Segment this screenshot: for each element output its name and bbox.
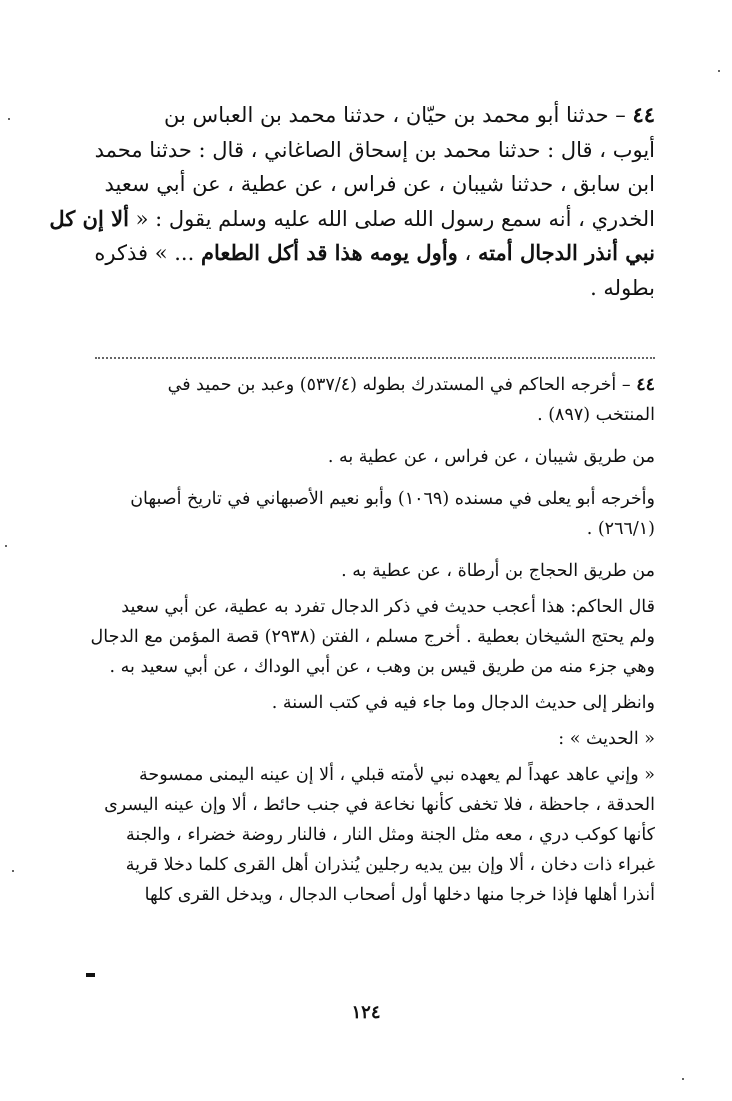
footnote-line: المنتخب (٨٩٧) . — [537, 405, 655, 425]
footnote-line: ٤٤ – أخرجه الحاكم في المستدرك بطوله (٥٣٧/٤) وعبد بن حميد في — [167, 375, 655, 395]
hadith-matn: وأول يومه هذا قد أكل الطعام — [200, 240, 458, 265]
hadith-line: بطوله . — [590, 275, 655, 300]
hadith-line: ٤٤ – حدثنا أبو محمد بن حيّان ، حدثنا محمد بن العباس بن — [164, 102, 655, 127]
footnote-line: « وإني عاهد عهداً لم يعهده نبي لأمته قبلي ، ألا إن عينه اليمنى ممسوحة — [139, 765, 655, 785]
footnote-number: ٤٤ — [636, 375, 655, 395]
footnote-line: من طريق شيبان ، عن فراس ، عن عطية به . — [327, 447, 655, 467]
scan-speck — [12, 870, 14, 872]
footnotes — [90, 370, 655, 910]
footnote-line: وأخرجه أبو يعلى في مسنده (١٠٦٩) وأبو نعيم الأصبهاني في تاريخ أصبهان — [130, 489, 655, 509]
footnote-line: وهي جزء منه من طريق قيس بن وهب ، عن أبي الوداك ، عن أبي سعيد به . — [109, 657, 655, 677]
scan-speck — [8, 118, 10, 120]
hadith-line: أيوب ، قال : حدثنا محمد بن إسحاق الصاغاني ، قال : حدثنا محمد — [94, 137, 655, 162]
footnote-line: الحدقة ، جاحظة ، فلا تخفى كأنها نخاعة في جنب حائط ، ألا وإن عينه اليسرى — [104, 795, 655, 815]
footnote-line: من طريق الحجاج بن أرطاة ، عن عطية به . — [341, 561, 655, 581]
scan-speck — [718, 70, 720, 72]
footnote-line: قال الحاكم: هذا أعجب حديث في ذكر الدجال تفرد به عطية، عن أبي سعيد — [121, 597, 655, 617]
hadith-number: ٤٤ — [632, 102, 655, 127]
footnote-line: كأنها كوكب دري ، معه مثل الجنة ومثل النار ، فالنار روضة خضراء ، والجنة — [125, 825, 655, 845]
hadith-line: ابن سابق ، حدثنا شيبان ، عن فراس ، عن عطية ، عن أبي سعيد — [104, 172, 655, 196]
footnote-line: (٢٦٦/١) . — [586, 519, 655, 539]
scan-speck — [682, 1078, 684, 1080]
hadith-line: الخدري ، أنه سمع رسول الله صلى الله عليه وسلم يقول : « ألا إن كل — [49, 205, 655, 231]
hadith-matn: نبي أنذر الدجال أمته — [477, 240, 655, 265]
hadith-text — [49, 98, 655, 305]
footnote-line: « الحديث » : — [558, 729, 655, 749]
page-number: ١٢٤ — [351, 1002, 381, 1023]
footnote-separator — [95, 357, 655, 359]
footnote-line: وانظر إلى حديث الدجال وما جاء فيه في كتب السنة . — [271, 693, 655, 713]
footnote-line: غبراء ذات دخان ، ألا وإن بين يديه رجلين يُنذران أهل القرى كلما دخلا قرية — [125, 855, 655, 875]
hadith-line: نبي أنذر الدجال أمته ، وأول يومه هذا قد أكل الطعام ... » فذكره — [94, 240, 655, 265]
continuation-mark — [86, 973, 95, 977]
footnote-line: أنذرا أهلها فإذا خرجا منها دخلها أول أصحاب الدجال ، ويدخل القرى كلها — [144, 885, 655, 905]
hadith-matn: ألا إن كل — [49, 205, 129, 231]
footnote-line: ولم يحتج الشيخان بعطية . أخرج مسلم ، الفتن (٢٩٣٨) قصة المؤمن مع الدجال — [90, 627, 655, 647]
scan-speck — [5, 545, 7, 547]
